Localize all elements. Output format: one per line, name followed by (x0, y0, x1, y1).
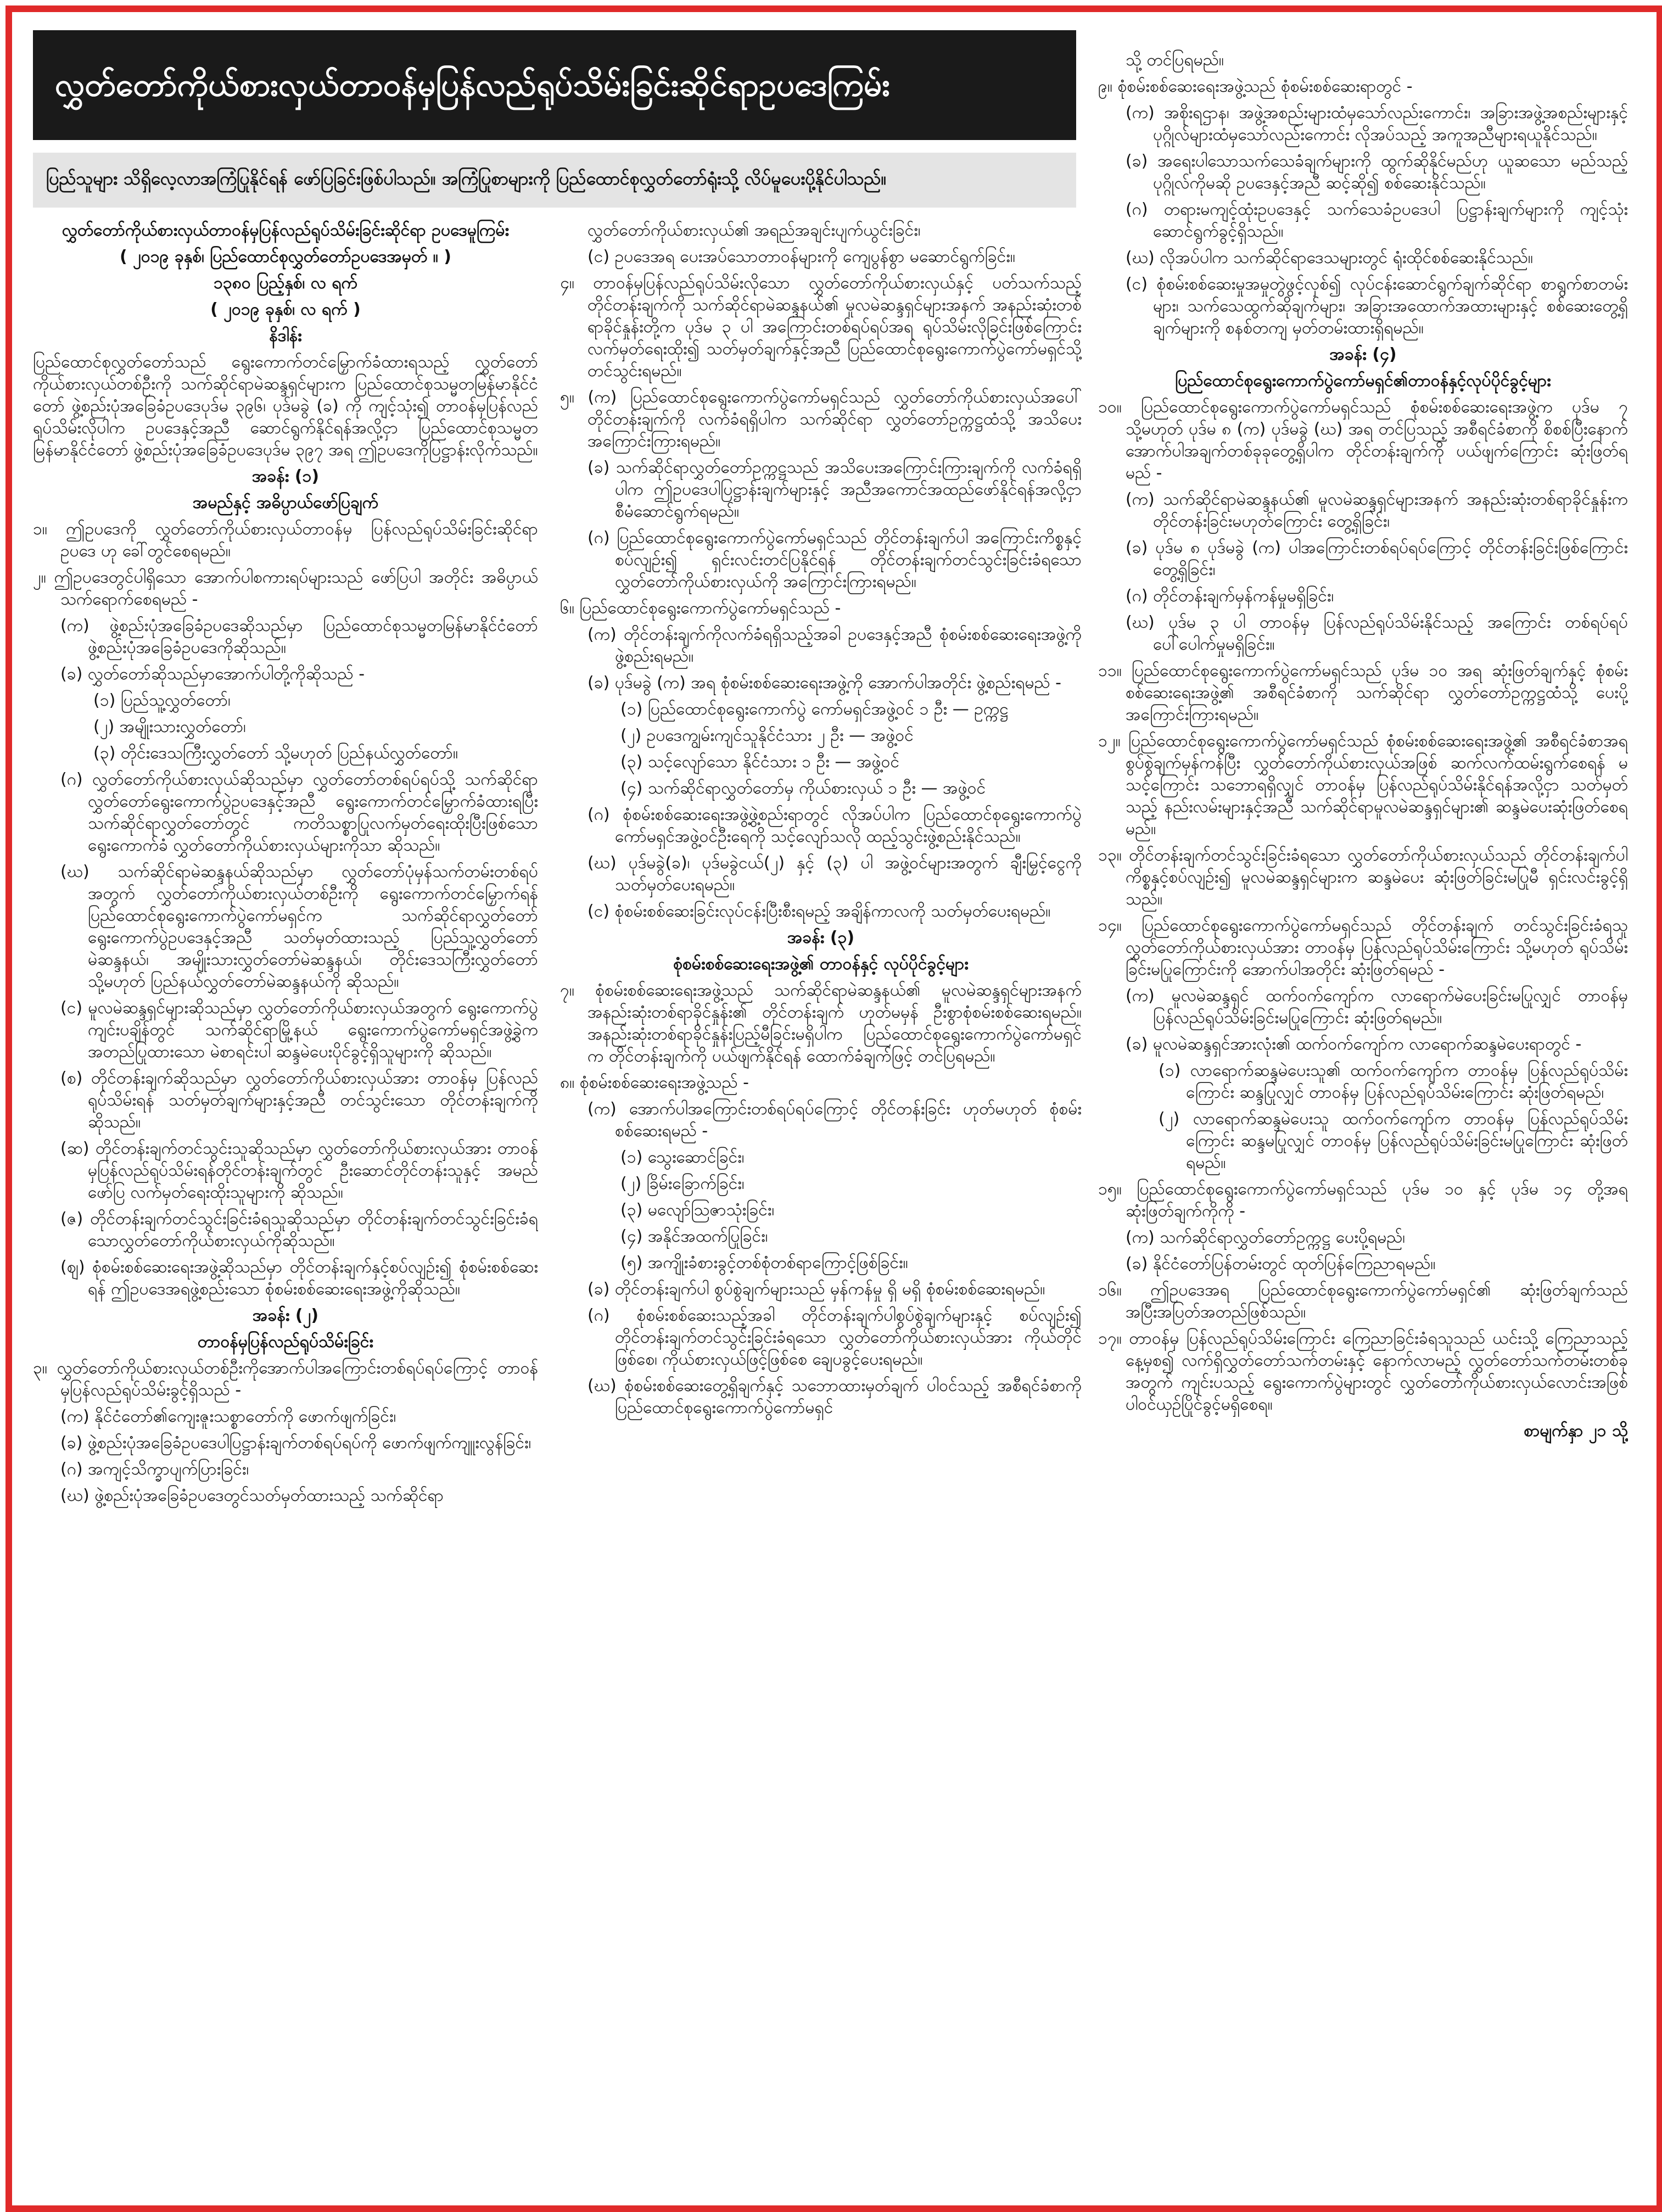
section-14-ka: (က) မူလမဲဆန္ဒရှင် ထက်ဝက်ကျော်က လာရောက်မဲပေးခြင်းမပြုလျှင် တာဝန်မှပြန်လည်ရုပ်သိမ်းခြင်းမပြုကြောင်း ဆုံးဖြတ်ရမည်။ (1126, 986, 1628, 1027)
section-11: ၁၁။ ပြည်ထောင်စုရွေးကောက်ပွဲကော်မရှင်သည် ပုဒ်မ ၁၀ အရ ဆုံးဖြတ်ချက်နှင့် စုံစမ်းစစ်ဆေးရေးအဖွဲ့၏ အစီရင်ခံစာကို သက်ဆိုင်ရာ လွှတ်တော်ဥက္ကဋ္ဌထံသို့ ပေးပို့အကြောင်းကြားရမည်။ (1098, 661, 1628, 724)
section-3-kha: (ခ) ဖွဲ့စည်းပုံအခြေခံဥပဒေပါပြဋ္ဌာန်းချက်တစ်ရပ်ရပ်ကို ဖောက်ဖျက်ကျူးလွန်ခြင်း၊ (60, 1433, 531, 1453)
section-8-ka-1: (၁) သွေးဆောင်ခြင်း၊ (620, 1148, 745, 1167)
section-9-ka: (က) အစိုးရဌာန၊ အဖွဲ့အစည်းများထံမှသော်လည်းကောင်း၊ အခြားအဖွဲ့အစည်းများနှင့် ပုဂ္ဂိုလ်များထံမှသော်လည်းကောင်း လိုအပ်သည့် အကူအညီများရယူနိုင်သည်။ (1126, 103, 1628, 144)
section-6: ၆။ ပြည်ထောင်စုရွေးကောက်ပွဲကော်မရှင်သည် - (560, 599, 841, 618)
date-line-2: ( ၂၀၁၉ ခုနှစ်၊ လ ရက် ) (210, 300, 361, 319)
section-8-ka: (က) အောက်ပါအကြောင်းတစ်ရပ်ရပ်ကြောင့် တိုင်တန်းခြင်း ဟုတ်မဟုတ် စုံစမ်းစစ်ဆေးရမည် - (587, 1099, 1082, 1141)
column-1 (33, 220, 538, 2175)
section-8-ka-3: (၃) မလျော်ဩဇာသုံးခြင်း၊ (620, 1200, 775, 1220)
notice-text: ပြည်သူများ သိရှိလေ့လာအကြံပြုနိုင်ရန် ဖော်ပြခြင်းဖြစ်ပါသည်။ အကြံပြုစာများကို ပြည်ထောင်စုလွှတ်တော်ရုံးသို့ လိပ်မူပေးပို့နိုင်ပါသည်။ (46, 168, 887, 189)
section-2: ၂။ ဤဥပဒေတွင်ပါရှိသော အောက်ပါစကားရပ်များသည် ဖော်ပြပါ အတိုင်း အဓိပ္ပာယ်သက်ရောက်စေရမည် - (33, 568, 538, 609)
section-6-kha-4: (၄) သက်ဆိုင်ရာလွှတ်တော်မှ ကိုယ်စားလှယ် ၁ ဦး — အဖွဲ့ဝင် (620, 779, 986, 798)
section-9-gha: (ဃ) လိုအပ်ပါက သက်ဆိုင်ရာဒေသများတွင် ရုံးထိုင်စစ်ဆေးနိုင်သည်။ (1126, 248, 1533, 267)
section-14-kha-1: (၁) လာရောက်ဆန္ဒမဲပေးသူ၏ ထက်ဝက်ကျော်က တာဝန်မှ ပြန်လည်ရုပ်သိမ်းကြောင်း ဆန္ဒပြုလျှင် တာဝန်မှ ပြန်လည်ရုပ်သိမ်းကြောင်း ဆုံးဖြတ်ရမည်၊ (1159, 1061, 1628, 1102)
section-10: ၁၀။ ပြည်ထောင်စုရွေးကောက်ပွဲကော်မရှင်သည် စုံစမ်းစစ်ဆေးရေးအဖွဲ့က ပုဒ်မ ၇ သို့မဟုတ် ပုဒ်မ ၈ (က) ပုဒ်မခွဲ (ဃ) အရ တင်ပြသည့် အစီရင်ခံစာကို စိစစ်ပြီးနောက် အောက်ပါအချက်တစ်ခုခုတွေ့ရှိပါက တိုင်တန်းချက်ကို ပယ်ဖျက်ကြောင်း ဆုံးဖြတ်ရမည် - (1098, 398, 1628, 483)
date-line: ၁၃၈၀ ပြည့်နှစ်၊ လ ရက် (213, 273, 358, 293)
section-6-gha: (ဃ) ပုဒ်မခွဲ(ခ)၊ ပုဒ်မခွဲငယ်(၂) နှင့် (၃) ပါ အဖွဲ့ဝင်များအတွက် ချီးမြှင့်ငွေကို သတ်မှတ်ပေးရမည်။ (587, 853, 1082, 895)
definition-ka: (က) ဖွဲ့စည်းပုံအခြေခံဥပဒေဆိုသည်မှာ ပြည်ထောင်စုသမ္မတမြန်မာနိုင်ငံတော် ဖွဲ့စည်းပုံအခြေခံဥပဒေကိုဆိုသည်။ (60, 616, 538, 657)
definition-kha-1: (၁) ပြည်သူ့လွှတ်တော်၊ (93, 691, 231, 710)
section-9-nga: (င) စုံစမ်းစစ်ဆေးမှုအမှုတွဲဖွင့်လှစ်၍ လုပ်ငန်းဆောင်ရွက်ချက်ဆိုင်ရာ စာရွက်စာတမ်းများ၊ သက်သေထွက်ဆိုချက်များ၊ အခြားအထောက်အထားများနှင့် စစ်ဆေးတွေ့ရှိချက်များကို စနစ်တကျ မှတ်တမ်းထားရှိရမည်။ (1126, 275, 1628, 338)
page-title-banner (33, 30, 1076, 140)
definition-kha-2: (၂) အမျိုးသားလွှတ်တော်၊ (93, 717, 246, 736)
section-3: ၃။ လွှတ်တော်ကိုယ်စားလှယ်တစ်ဦးကိုအောက်ပါအကြောင်းတစ်ရပ်ရပ်ကြောင့် တာဝန်မှပြန်လည်ရုပ်သိမ်းခွင့်ရှိသည် - (33, 1359, 538, 1400)
section-8-ka-4: (၄) အနိုင်အထက်ပြုခြင်း၊ (620, 1227, 768, 1246)
section-10-ka: (က) သက်ဆိုင်ရာမဲဆန္ဒနယ်၏ မူလမဲဆန္ဒရှင်များအနက် အနည်းဆုံးတစ်ရာခိုင်နှုန်းက တိုင်တန်းခြင်းမဟုတ်ကြောင်း တွေ့ရှိခြင်း၊ (1126, 490, 1628, 531)
definition-kha-3: (၃) တိုင်းဒေသကြီးလွှတ်တော် သို့မဟုတ် ပြည်နယ်လွှတ်တော်။ (93, 744, 458, 763)
section-6-kha: (ခ) ပုဒ်မခွဲ (က) အရ စုံစမ်းစစ်ဆေးရေးအဖွဲ့ကို အောက်ပါအတိုင်း ဖွဲ့စည်းရမည် - (587, 673, 1061, 692)
section-5-ka: ၅။ (က) ပြည်ထောင်စုရွေးကောက်ပွဲကော်မရှင်သည် လွှတ်တော်ကိုယ်စားလှယ်အပေါ် တိုင်တန်းချက်ကို လက်ခံရရှိပါက သက်ဆိုင်ရာ လွှတ်တော်ဥက္ကဋ္ဌထံသို့ အသိပေးအကြောင်းကြားရမည်။ (560, 388, 1082, 451)
section-15-kha: (ခ) နိုင်ငံတော်ပြန်တမ်းတွင် ထုတ်ပြန်ကြေညာရမည်။ (1126, 1254, 1436, 1273)
definition-sa: (စ) တိုင်တန်းချက်ဆိုသည်မှာ လွှတ်တော်ကိုယ်စားလှယ်အား တာဝန်မှ ပြန်လည်ရုပ်သိမ်းရန် သတ်မှတ်ချက်များနှင့်အညီ တင်သွင်းသော တိုင်တန်းချက်ကိုဆိုသည်။ (60, 1069, 538, 1132)
section-3-gha: (ဃ) ဖွဲ့စည်းပုံအခြေခံဥပဒေတွင်သတ်မှတ်ထားသည့် သက်ဆိုင်ရာ (60, 1486, 444, 1505)
section-17: ၁၇။ တာဝန်မှ ပြန်လည်ရုပ်သိမ်းကြောင်း ကြေညာခြင်းခံရသူသည် ယင်းသို့ ကြေညာသည့်နေ့မှစ၍ လက်ရှိလွှတ်တော်သက်တမ်းနှင့် နောက်လာမည့် လွှတ်တော်သက်တမ်းတစ်ခုအတွက် ကျင်းပသည့် ရွေးကောက်ပွဲများတွင် လွှတ်တော်ကိုယ်စားလှယ်လောင်းအဖြစ် ပါဝင်ယှဉ်ပြိုင်ခွင့်မရှိစေရ။ (1098, 1329, 1628, 1414)
section-8-ka-5: (၅) အကျိုးခံစားခွင့်တစ်စုံတစ်ရာကြောင့်ဖြစ်ခြင်း။ (620, 1253, 908, 1272)
definition-za: (ဇ) တိုင်တန်းချက်တင်သွင်းခြင်းခံရသူဆိုသည်မှာ တိုင်တန်းချက်တင်သွင်းခြင်းခံရသောလွှတ်တော်ကိုယ်စားလှယ်ကိုဆိုသည်။ (60, 1209, 538, 1250)
section-6-nga: (င) စုံစမ်းစစ်ဆေးခြင်းလုပ်ငန်းပြီးစီးရမည့် အချိန်ကာလကို သတ်မှတ်ပေးရမည်။ (587, 902, 1051, 921)
chapter-2-number: အခန်း (၂) (252, 1306, 319, 1325)
chapter-2-title: တာဝန်မှပြန်လည်ရုပ်သိမ်းခြင်း (197, 1332, 374, 1351)
chapter-4-title: ပြည်ထောင်စုရွေးကောက်ပွဲကော်မရှင်၏တာဝန်နှင့်လုပ်ပိုင်ခွင့်များ (1175, 371, 1551, 390)
chapter-1-title: အမည်နှင့် အဓိပ္ပာယ်ဖော်ပြချက် (192, 493, 379, 512)
section-14: ၁၄။ ပြည်ထောင်စုရွေးကောက်ပွဲကော်မရှင်သည် တိုင်တန်းချက် တင်သွင်းခြင်းခံရသူ လွှတ်တော်ကိုယ်စားလှယ်အား တာဝန်မှ ပြန်လည်ရုပ်သိမ်းကြောင်း သို့မဟုတ် ရုပ်သိမ်းခြင်းမပြုကြောင်းကို အောက်ပါအတိုင်း ဆုံးဖြတ်ရမည် - (1098, 916, 1628, 979)
section-13: ၁၃။ တိုင်တန်းချက်တင်သွင်းခြင်းခံရသော လွှတ်တော်ကိုယ်စားလှယ်သည် တိုင်တန်းချက်ပါကိစ္စနှင့်စပ်လျဉ်း၍ မူလမဲဆန္ဒရှင်များက ဆန္ဒမဲပေး ဆုံးဖြတ်ခြင်းမပြုမီ ရှင်းလင်းခွင့်ရှိသည်။ (1098, 846, 1628, 909)
section-15-ka: (က) သက်ဆိုင်ရာလွှတ်တော်ဥက္ကဋ္ဌ ပေးပို့ရမည်၊ (1126, 1228, 1406, 1247)
section-8-kha: (ခ) တိုင်တန်းချက်ပါ စွပ်စွဲချက်များသည် မှန်ကန်မှု ရှိ မရှိ စုံစမ်းစစ်ဆေးရမည်။ (587, 1280, 1045, 1299)
law-number: ( ၂၀၁၉ ခုနှစ်၊ ပြည်ထောင်စုလွှတ်တော်ဥပဒေအမှတ် ။ ) (120, 247, 451, 266)
column-3 (1098, 49, 1628, 2175)
chapter-3-title: စုံစမ်းစစ်ဆေးရေးအဖွဲ့၏ တာဝန်နှင့် လုပ်ပိုင်ခွင့်များ (673, 954, 969, 974)
chapter-4-number: အခန်း (၄) (1329, 345, 1397, 364)
definition-gha: (ဃ) သက်ဆိုင်ရာမဲဆန္ဒနယ်ဆိုသည်မှာ လွှတ်တော်ပုံမှန်သက်တမ်းတစ်ရပ်အတွက် လွှတ်တော်ကိုယ်စားလှယ်တစ်ဦးကို ရွေးကောက်တင်မြှောက်ရန် ပြည်ထောင်စုရွေးကောက်ပွဲကော်မရှင်က သက်ဆိုင်ရာလွှတ်တော်ရွေးကောက်ပွဲဥပဒေနှင့်အညီ သတ်မှတ်ထားသည့် ပြည်သူ့လွှတ်တော်မဲဆန္ဒနယ်၊ အမျိုးသားလွှတ်တော်မဲဆန္ဒနယ်၊ တိုင်းဒေသကြီးလွှတ်တော် သို့မဟုတ် ပြည်နယ်လွှတ်တော်မဲဆန္ဒနယ်ကို ဆိုသည်။ (60, 862, 538, 991)
section-9-kha: (ခ) အရေးပါသောသက်သေခံချက်များကို ထွက်ဆိုနိုင်မည်ဟု ယူဆသော မည်သည့်ပုဂ္ဂိုလ်ကိုမဆို ဥပဒေနှင့်အညီ ဆင့်ဆို၍ စစ်ဆေးနိုင်သည်။ (1126, 152, 1628, 193)
definition-nga: (င) မူလမဲဆန္ဒရှင်များဆိုသည်မှာ လွှတ်တော်ကိုယ်စားလှယ်အတွက် ရွေးကောက်ပွဲကျင်းပချိန်တွင် သက်ဆိုင်ရာမြို့နယ် ရွေးကောက်ပွဲကော်မရှင်အဖွဲ့ခွဲက အတည်ပြုထားသော မဲစာရင်းပါ ဆန္ဒမဲပေးပိုင်ခွင့်ရှိသူများကို ဆိုသည်။ (60, 998, 538, 1062)
section-8-ga: (ဂ) စုံစမ်းစစ်ဆေးသည့်အခါ တိုင်တန်းချက်ပါစွပ်စွဲချက်များနှင့် စပ်လျဉ်း၍ တိုင်တန်းချက်တင်သွင်းခြင်းခံရသော လွှတ်တော်ကိုယ်စားလှယ်အား ကိုယ်တိုင်ဖြစ်စေ၊ ကိုယ်စားလှယ်ဖြင့်ဖြစ်စေ ချေပခွင့်ပေးရမည်။ (587, 1306, 1082, 1369)
section-14-kha-2: (၂) လာရောက်ဆန္ဒမဲပေးသူ ထက်ဝက်ကျော်က တာဝန်မှ ပြန်လည်ရုပ်သိမ်းကြောင်း ဆန္ဒမပြုလျှင် တာဝန်မှ ပြန်လည်ရုပ်သိမ်းခြင်းမပြုကြောင်း ဆုံးဖြတ်ရမည်။ (1159, 1109, 1628, 1172)
section-8-ka-2: (၂) ခြိမ်းခြောက်ခြင်း၊ (620, 1174, 745, 1193)
section-9-ga: (ဂ) တရားမကျင့်ထုံးဥပဒေနှင့် သက်သေခံဥပဒေပါ ပြဋ္ဌာန်းချက်များကို ကျင့်သုံးဆောင်ရွက်ခွင့်ရှိသည်။ (1126, 200, 1628, 241)
section-4: ၄။ တာဝန်မှပြန်လည်ရုပ်သိမ်းလိုသော လွှတ်တော်ကိုယ်စားလှယ်နှင့် ပတ်သက်သည့် တိုင်တန်းချက်ကို သက်ဆိုင်ရာမဲဆန္ဒနယ်၏ မူလမဲဆန္ဒရှင်များအနက် အနည်းဆုံးတစ်ရာခိုင်နှုန်းတို့က ပုဒ်မ ၃ ပါ အကြောင်းတစ်ရပ်ရပ်အရ ရုပ်သိမ်းလိုခြင်းဖြစ်ကြောင်း လက်မှတ်ရေးထိုး၍ သတ်မှတ်ချက်နှင့်အညီ ပြည်ထောင်စုရွေးကောက်ပွဲကော်မရှင်သို့ တင်သွင်းရမည်။ (560, 273, 1082, 381)
section-3-gha-cont: လွှတ်တော်ကိုယ်စားလှယ်၏ အရည်အချင်းပျက်ယွင်းခြင်း၊ (587, 221, 921, 240)
chapter-1-number: အခန်း (၁) (251, 467, 320, 486)
page-title: လွှတ်တော်ကိုယ်စားလှယ်တာဝန်မှပြန်လည်ရုပ်သိမ်းခြင်းဆိုင်ရာဥပဒေကြမ်း (55, 66, 890, 104)
section-15: ၁၅။ ပြည်ထောင်စုရွေးကောက်ပွဲကော်မရှင်သည် ပုဒ်မ ၁၀ နှင့် ပုဒ်မ ၁၄ တို့အရ ဆုံးဖြတ်ချက်ကိုကို - (1098, 1180, 1628, 1221)
notice-banner (33, 153, 1076, 208)
section-16: ၁၆။ ဤဥပဒေအရ ပြည်ထောင်စုရွေးကောက်ပွဲကော်မရှင်၏ ဆုံးဖြတ်ချက်သည် အပြီးအပြတ်အတည်ဖြစ်သည်။ (1098, 1281, 1628, 1322)
section-8: ၈။ စုံစမ်းစစ်ဆေးရေးအဖွဲ့သည် - (560, 1073, 749, 1092)
section-6-kha-3: (၃) သင့်လျော်သော နိုင်ငံသား ၁ ဦး — အဖွဲ့ဝင် (620, 752, 900, 772)
section-8-gha: (ဃ) စုံစမ်းစစ်ဆေးတွေ့ရှိချက်နှင့် သဘောထားမှတ်ချက် ပါဝင်သည့် အစီရင်ခံစာကို ပြည်ထောင်စုရွေးကောက်ပွဲကော်မရှင် (587, 1376, 1082, 1417)
definition-kha: (ခ) လွှတ်တော်ဆိုသည်မှာအောက်ပါတို့ကိုဆိုသည် - (60, 664, 365, 684)
section-6-kha-1: (၁) ပြည်ထောင်စုရွေးကောက်ပွဲ ကော်မရှင်အဖွဲ့ဝင် ၁ ဦး — ဥက္ကဋ္ဌ (620, 700, 1009, 719)
definition-zha: (ဈ) စုံစမ်းစစ်ဆေးရေးအဖွဲ့ဆိုသည်မှာ တိုင်တန်းချက်နှင့်စပ်လျဉ်း၍ စုံစမ်းစစ်ဆေးရန် ဤဥပဒေအရဖွဲ့စည်းသော စုံစမ်းစစ်ဆေးရေးအဖွဲ့ကိုဆိုသည်။ (60, 1258, 538, 1299)
section-1: ၁။ ဤဥပဒေကို လွှတ်တော်ကိုယ်စားလှယ်တာဝန်မှ ပြန်လည်ရုပ်သိမ်းခြင်းဆိုင်ရာ ဥပဒေ ဟု ခေါ်တွင်စေရမည်။ (33, 520, 538, 561)
section-12: ၁၂။ ပြည်ထောင်စုရွေးကောက်ပွဲကော်မရှင်သည် စုံစမ်းစစ်ဆေးရေးအဖွဲ့၏ အစီရင်ခံစာအရ စွပ်စွဲချက်မှန်ကန်ပြီး လွှတ်တော်ကိုယ်စားလှယ်အဖြစ် ဆက်လက်ထမ်းရွက်စေရန် မသင့်ကြောင်း သဘောရရှိလျှင် တာဝန်မှ ပြန်လည်ရုပ်သိမ်းနိုင်ရန်အလို့ငှာ သတ်မှတ်သည့် နည်းလမ်းများနှင့်အညီ သက်ဆိုင်ရာမူလမဲဆန္ဒရှင်များ၏ ဆန္ဒမဲပေးဆုံးဖြတ်စေရမည်။ (1098, 731, 1628, 839)
preamble-text: ပြည်ထောင်စုလွှတ်တော်သည် ရွေးကောက်တင်မြှောက်ခံထားရသည့် လွှတ်တော်ကိုယ်စားလှယ်တစ်ဦးကို သက်ဆိုင်ရာမဲဆန္ဒရှင်များက ပြည်ထောင်စုသမ္မတမြန်မာနိုင်ငံတော် ဖွဲ့စည်းပုံအခြေခံဥပဒေပုဒ်မ ၃၉၆၊ ပုဒ်မခွဲ (ခ) ကို ကျင့်သုံး၍ တာဝန်မှပြန်လည်ရုပ်သိမ်းလိုပါက ဥပဒေနှင့်အညီ ဆောင်ရွက်နိုင်ရန်အလို့ငှာ ပြည်ထောင်စုသမ္မတမြန်မာနိုင်ငံတော် ဖွဲ့စည်းပုံအခြေခံဥပဒေပုဒ်မ ၃၉၇ အရ ဤဥပဒေကိုပြဋ္ဌာန်းလိုက်သည်။ (33, 353, 538, 460)
section-10-ga: (ဂ) တိုင်တန်းချက်မှန်ကန်မှုမရှိခြင်း၊ (1126, 586, 1334, 606)
section-3-ka: (က) နိုင်ငံတော်၏ကျေးဇူးသစ္စာတော်ကို ဖောက်ဖျက်ခြင်း၊ (60, 1407, 396, 1426)
section-10-gha: (ဃ) ပုဒ်မ ၃ ပါ တာဝန်မှ ပြန်လည်ရုပ်သိမ်းနိုင်သည့် အကြောင်း တစ်ရပ်ရပ် ပေါ်ပေါက်မှုမရှိခြင်း။ (1126, 613, 1628, 654)
definition-ga: (ဂ) လွှတ်တော်ကိုယ်စားလှယ်ဆိုသည်မှာ လွှတ်တော်တစ်ရပ်ရပ်သို့ သက်ဆိုင်ရာလွှတ်တော်ရွေးကောက်ပွဲဥပဒေနှင့်အညီ ရွေးကောက်တင်မြှောက်ခံထားရပြီး သက်ဆိုင်ရာလွှတ်တော်တွင် ကတိသစ္စာပြုလက်မှတ်ရေးထိုးပြီးဖြစ်သော ရွေးကောက်ခံ လွှတ်တော်ကိုယ်စားလှယ်များကိုသာ ဆိုသည်။ (60, 770, 538, 855)
preamble-heading: နိဒါန်း (269, 326, 302, 345)
law-title: လွှတ်တော်ကိုယ်စားလှယ်တာဝန်မှပြန်လည်ရုပ်သိမ်းခြင်းဆိုင်ရာ ဥပဒေမူကြမ်း (61, 221, 510, 240)
chapter-3-number: အခန်း (၃) (787, 928, 855, 947)
section-3-ga: (ဂ) အကျင့်သိက္ခာပျက်ပြားခြင်း၊ (60, 1460, 249, 1479)
section-9: ၉။ စုံစမ်းစစ်ဆေးရေးအဖွဲ့သည် စုံစမ်းစစ်ဆေးရာတွင် - (1098, 77, 1413, 96)
definition-hsa: (ဆ) တိုင်တန်းချက်တင်သွင်းသူဆိုသည်မှာ လွှတ်တော်ကိုယ်စားလှယ်အား တာဝန်မှပြန်လည်ရုပ်သိမ်းရန်တိုင်တန်းချက်တွင် ဦးဆောင်တိုင်တန်းသူနှင့် အမည်ဖော်ပြ လက်မှတ်ရေးထိုးသူများကို ဆိုသည်။ (60, 1139, 538, 1202)
section-7: ၇။ စုံစမ်းစစ်ဆေးရေးအဖွဲ့သည် သက်ဆိုင်ရာမဲဆန္ဒနယ်၏ မူလမဲဆန္ဒရှင်များအနက် အနည်းဆုံးတစ်ရာခိုင်နှုန်း၏ တိုင်တန်းချက် ဟုတ်မမှန် ဦးစွာစုံစမ်းစစ်ဆေးရမည်။ အနည်းဆုံးတစ်ရာခိုင်နှုန်းပြည့်မီခြင်းမရှိပါက ပြည်ထောင်စုရွေးကောက်ပွဲကော်မရှင်က တိုင်တန်းချက်ကို ပယ်ဖျက်နိုင်ရန် ထောက်ခံချက်ဖြင့် တင်ပြရမည်။ (560, 981, 1082, 1066)
section-6-ga: (ဂ) စုံစမ်းစစ်ဆေးရေးအဖွဲ့ဖွဲ့စည်းရာတွင် လိုအပ်ပါက ပြည်ထောင်စုရွေးကောက်ပွဲကော်မရှင်အဖွဲ့ဝင်ဦးရေကို သင့်လျော်သလို ထည့်သွင်းဖွဲ့စည်းနိုင်သည်။ (587, 805, 1082, 846)
section-5-ga: (ဂ) ပြည်ထောင်စုရွေးကောက်ပွဲကော်မရှင်သည် တိုင်တန်းချက်ပါ အကြောင်းကိစ္စနှင့်စပ်လျဉ်း၍ ရှင်းလင်းတင်ပြနိုင်ရန် တိုင်တန်းချက်တင်သွင်းခြင်းခံရသော လွှတ်တော်ကိုယ်စားလှယ်ကို အကြောင်းကြားရမည်။ (587, 528, 1082, 591)
section-6-ka: (က) တိုင်တန်းချက်ကိုလက်ခံရရှိသည့်အခါ ဥပဒေနှင့်အညီ စုံစမ်းစစ်ဆေးရေးအဖွဲ့ကို ဖွဲ့စည်းရမည်။ (587, 625, 1082, 666)
section-14-kha: (ခ) မူလမဲဆန္ဒရှင်အားလုံး၏ ထက်ဝက်ကျော်က လာရောက်ဆန္ဒမဲပေးရာတွင် - (1126, 1035, 1582, 1054)
section-3-nga: (င) ဥပဒေအရ ပေးအပ်သောတာဝန်များကို ကျေပွန်စွာ မဆောင်ရွက်ခြင်း။ (587, 247, 1016, 266)
column-2 (560, 220, 1082, 2175)
section-5-kha: (ခ) သက်ဆိုင်ရာလွှတ်တော်ဥက္ကဋ္ဌသည် အသိပေးအကြောင်းကြားချက်ကို လက်ခံရရှိပါက ဤဥပဒေပါပြဋ္ဌာန်းချက်များနှင့် အညီအကောင်အထည်ဖော်နိုင်ရန်အလို့ငှာ စီမံဆောင်ရွက်ရမည်။ (587, 458, 1082, 521)
section-8-gha-cont: သို့ တင်ပြရမည်။ (1126, 51, 1224, 70)
section-10-kha: (ခ) ပုဒ်မ ၈ ပုဒ်မခွဲ (က) ပါအကြောင်းတစ်ရပ်ရပ်ကြောင့် တိုင်တန်းခြင်းဖြစ်ကြောင်း တွေ့ရှိခြင်း၊ (1126, 538, 1628, 579)
section-6-kha-2: (၂) ဥပဒေကျွမ်းကျင်သူနိုင်ငံသား ၂ ဦး — အဖွဲ့ဝင် (620, 726, 914, 745)
continued-on-page: စာမျက်နှာ ၂၁ သို့ (1524, 1421, 1628, 1440)
